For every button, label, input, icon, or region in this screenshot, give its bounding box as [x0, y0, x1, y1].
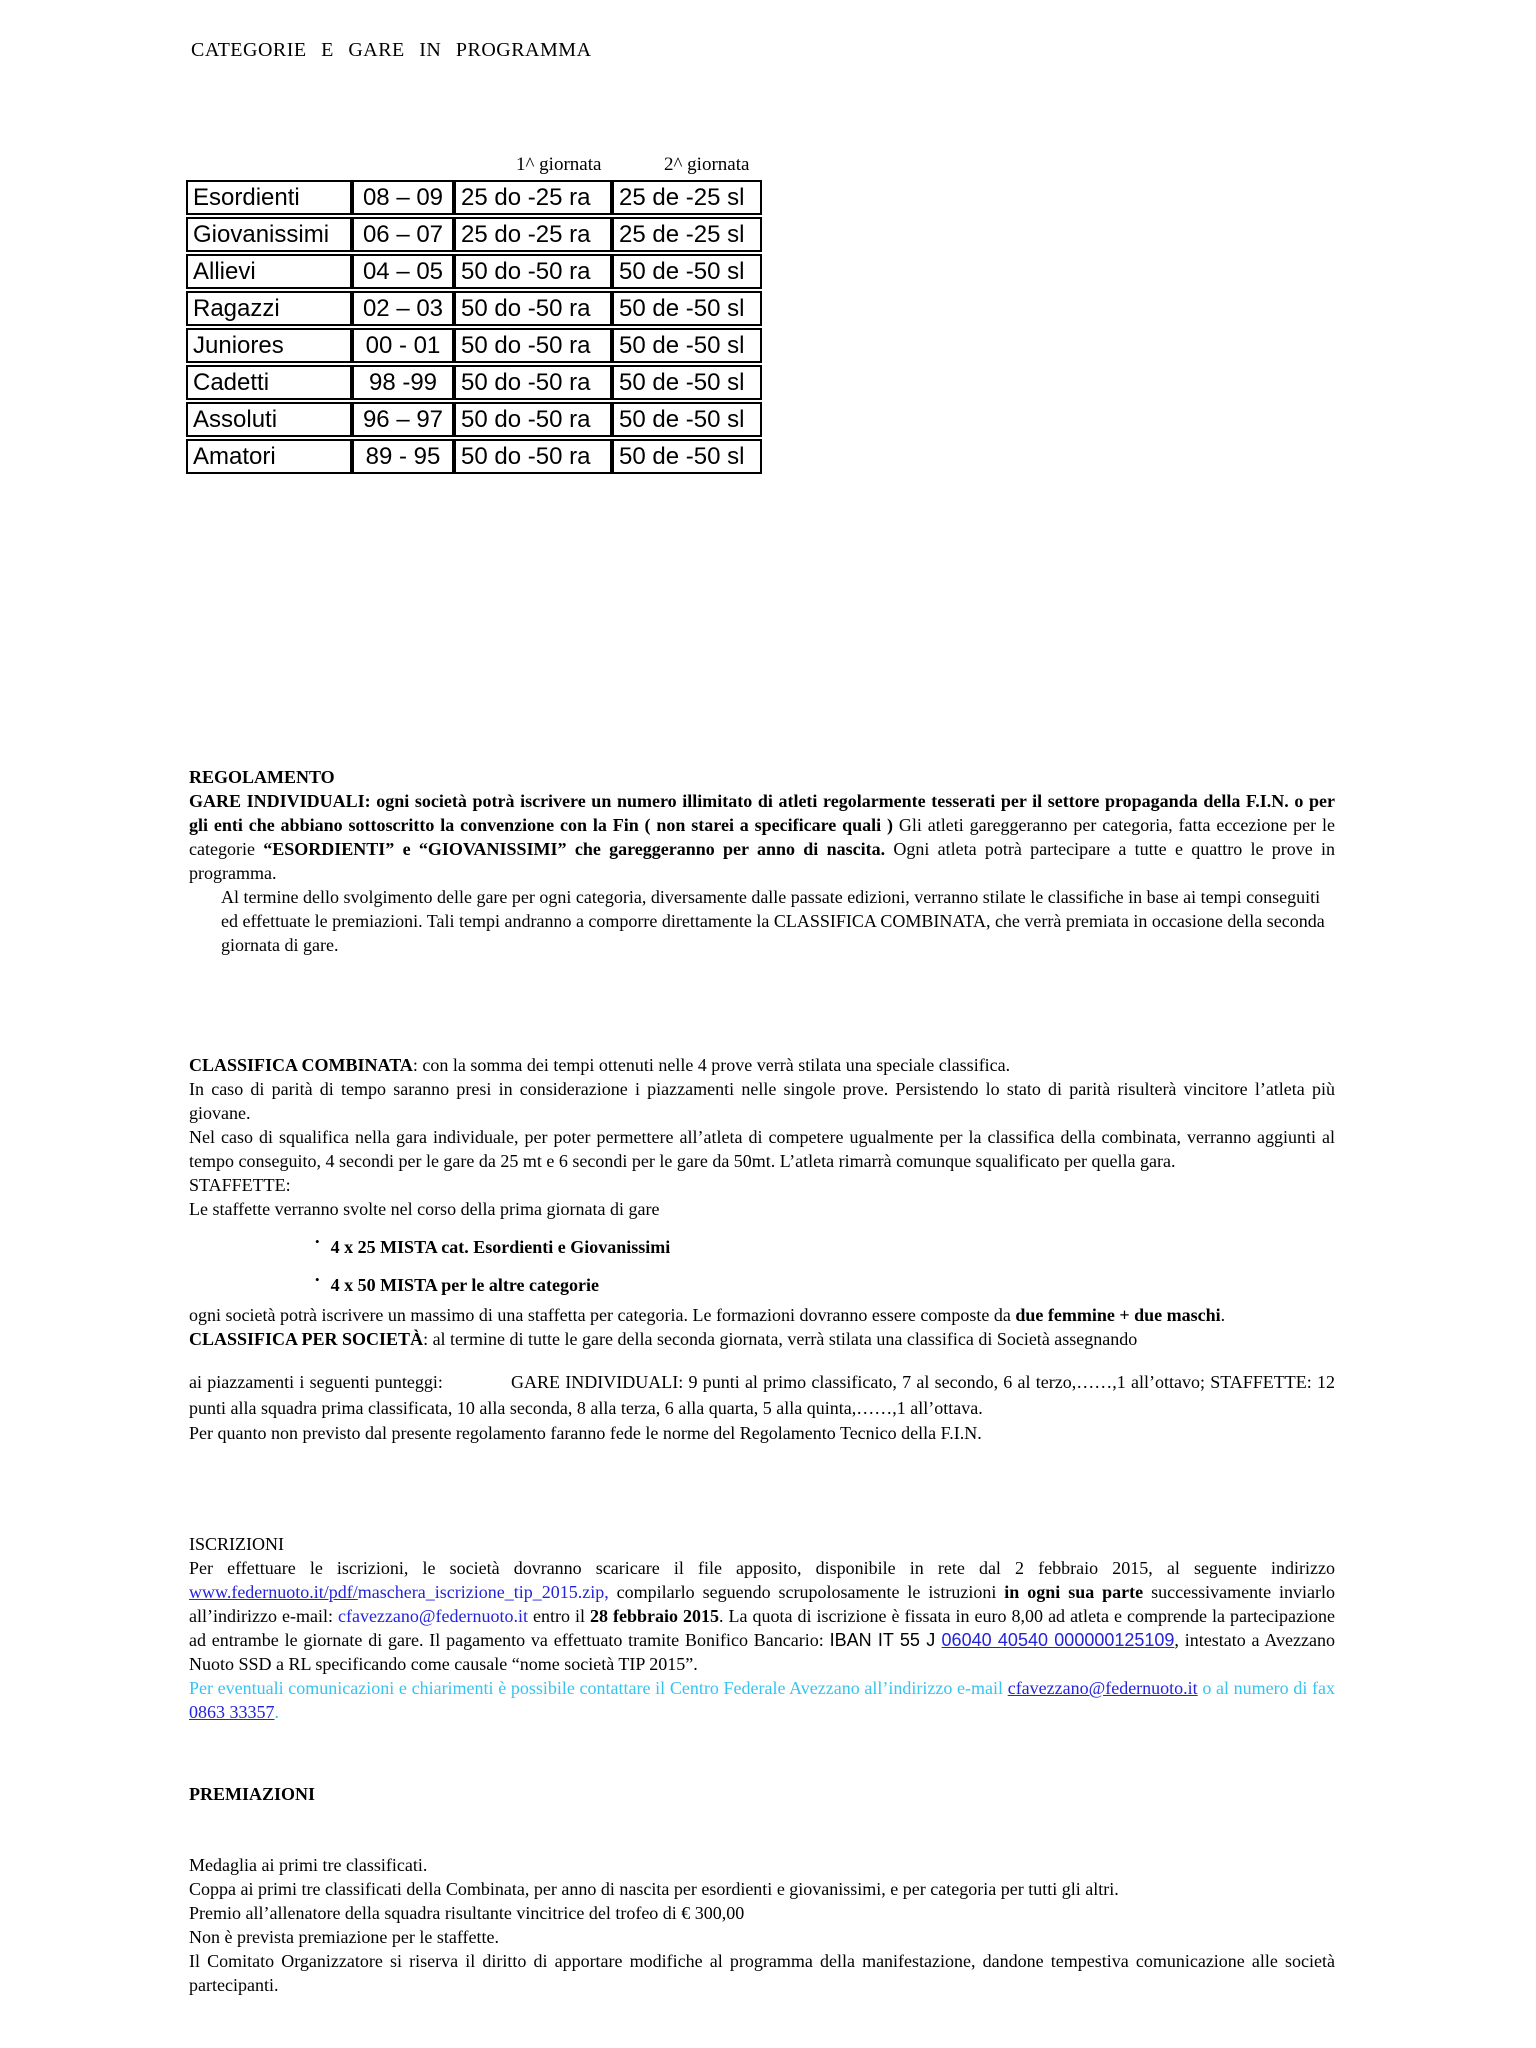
years-cell: 06 – 07 [352, 217, 454, 252]
text-run: o al numero di fax [1197, 1678, 1335, 1698]
text-run: CLASSIFICA PER SOCIETÀ [189, 1329, 424, 1349]
categories-table-section [186, 154, 762, 476]
per-quanto-paragraph: Per quanto non previsto dal presente regolamento faranno fede le norme del Regolamento Tecnico della F.I.N. [189, 1423, 982, 1443]
text-run: Per eventuali comunicazioni e chiarimenti è possibile contattare il Centro Federale Avezzano all’indirizzo e-mail [189, 1678, 1008, 1698]
day2-races-cell: 25 de -25 sl [612, 180, 762, 215]
years-cell: 89 - 95 [352, 439, 454, 474]
staffetta-bullet-2 [189, 1268, 1335, 1297]
text-run: . La quota di iscrizione è fissata in euro 8,00 ad atleta e comprende la partecipazione ad entrambe le giornate di gare. Il pagamento va effettuato tramite Bonifico Bancario: [189, 1606, 1335, 1650]
categories-table [186, 178, 762, 476]
text-run: . [274, 1702, 279, 1722]
staffetta-bullet-1 [189, 1230, 1335, 1259]
premiazioni-heading: PREMIAZIONI [189, 1784, 316, 1804]
years-cell: 02 – 03 [352, 291, 454, 326]
table-row [186, 254, 762, 289]
iscrizione-zip-link[interactable]: maschera_iscrizione_tip_2015.zip, [357, 1582, 609, 1602]
text-run [443, 1372, 511, 1392]
table-row [186, 217, 762, 252]
day1-races-cell: 25 do -25 ra [454, 180, 612, 215]
day2-races-cell: 50 de -50 sl [612, 328, 762, 363]
table-row [186, 365, 762, 400]
premiazioni-line: Non è prevista premiazione per le staffette. [189, 1927, 500, 1947]
text-run: Ogni atleta potrà partecipare a tutte e quattro le prove in programma. [189, 839, 1336, 883]
text-run: compilarlo seguendo scrupolosamente le istruzioni [608, 1582, 1005, 1602]
category-cell: Esordienti [186, 180, 352, 215]
day1-header: 1^ giornata [516, 154, 602, 175]
text-run: GARE INDIVIDUALI: 9 punti al primo classificato, 7 al secondo, 6 al terzo,……,1 all’ottavo; STAFFETTE: 12 punti alla squadra prima classificata, 10 alla seconda, 8 alla terza, 6 alla quarta, 5 alla quinta,……,1 all’ottava. [189, 1372, 1336, 1418]
regolamento-heading: REGOLAMENTO [189, 767, 335, 787]
iscrizioni-section [189, 1532, 1335, 1724]
years-cell: 08 – 09 [352, 180, 454, 215]
text-run: due femmine + due maschi [1015, 1305, 1221, 1325]
category-cell: Allievi [186, 254, 352, 289]
premiazioni-line: Medaglia ai primi tre classificati. [189, 1855, 428, 1875]
day2-header: 2^ giornata [664, 154, 750, 175]
text-run: Al termine dello svolgimento delle gare per ogni categoria, diversamente dalle passate edizioni, verranno stilate le classifiche in base ai tempi conseguiti ed effettuate le premiazioni. Tali tempi andranno a comporre direttamente la CLASSIFICA COMBINATA, che verrà premiata in occasione della seconda giornata di gare. [221, 887, 1325, 955]
category-cell: Ragazzi [186, 291, 352, 326]
day2-races-cell: 50 de -50 sl [612, 365, 762, 400]
comitato-paragraph [189, 1949, 1335, 1997]
table-row [186, 439, 762, 474]
day2-races-cell: 50 de -50 sl [612, 402, 762, 437]
day1-races-cell: 50 do -50 ra [454, 328, 612, 363]
bullet-icon: • [315, 1272, 320, 1287]
day1-races-cell: 50 do -50 ra [454, 365, 612, 400]
classifica-combinata-paragraph [189, 1053, 1335, 1125]
iban-link[interactable]: 06040 40540 000000125109 [941, 1630, 1175, 1650]
text-run: GARE INDIVIDUALI [189, 791, 365, 811]
text-run: IBAN IT 55 J [829, 1630, 942, 1650]
day1-races-cell: 50 do -50 ra [454, 402, 612, 437]
years-cell: 96 – 97 [352, 402, 454, 437]
staffette-intro: Le staffette verranno svolte nel corso della prima giornata di gare [189, 1199, 660, 1219]
text-run: Il Comitato Organizzatore si riserva il diritto di apportare modifiche al programma della manifestazione, dandone tempestiva comunicazione alle società partecipanti. [189, 1951, 1335, 1995]
page-title: CATEGORIE E GARE IN PROGRAMMA [191, 39, 592, 61]
iscrizioni-paragraph [189, 1556, 1335, 1676]
category-cell: Juniores [186, 328, 352, 363]
text-run: : [364, 791, 377, 811]
day1-races-cell: 25 do -25 ra [454, 217, 612, 252]
bullet-icon: • [315, 1234, 320, 1249]
federnuoto-pdf-link[interactable]: www.federnuoto.it/pdf/ [189, 1582, 358, 1602]
text-run: Per effettuare le iscrizioni, le società dovranno scaricare il file apposito, disponibile in rete dal 2 febbraio 2015, al seguente indirizzo [189, 1558, 1335, 1578]
text-run: in ogni sua parte [1004, 1582, 1144, 1602]
day1-races-cell: 50 do -50 ra [454, 254, 612, 289]
text-run: In caso di parità di tempo saranno presi in considerazione i piazzamenti nelle singole prove. Persistendo lo stato di parità risulterà vincitore l’atleta più giovane. [189, 1079, 1335, 1123]
punteggi-paragraph [189, 1369, 1335, 1421]
years-cell: 98 -99 [352, 365, 454, 400]
text-run: ogni società potrà iscrivere un massimo di una staffetta per categoria. Le formazioni dovranno essere composte da [189, 1305, 1016, 1325]
al-termine-paragraph [189, 885, 1335, 957]
day2-races-cell: 50 de -50 sl [612, 254, 762, 289]
premiazioni-line: Coppa ai primi tre classificati della Combinata, per anno di nascita per esordienti e giovanissimi, e per categoria per tutti gli altri. [189, 1879, 1119, 1899]
regolamento-section [189, 765, 1335, 957]
ogni-societa-paragraph [189, 1303, 1335, 1327]
text-run: : al termine di tutte le gare della seconda giornata, verrà stilata una classifica di Società assegnando [423, 1329, 1138, 1349]
squalifica-paragraph [189, 1125, 1335, 1173]
years-cell: 04 – 05 [352, 254, 454, 289]
text-run: ai piazzamenti i seguenti punteggi: [189, 1372, 443, 1392]
table-row [186, 291, 762, 326]
category-cell: Amatori [186, 439, 352, 474]
staffetta-bullet-1-label: 4 x 25 MISTA cat. Esordienti e Giovanissimi [330, 1237, 671, 1257]
iscrizioni-heading: ISCRIZIONI [189, 1534, 284, 1554]
text-run: . [1220, 1305, 1226, 1325]
text-run: : con la somma dei tempi ottenuti nelle 4 prove verrà stilata una speciale classifica. [412, 1055, 1011, 1075]
text-run: ogni società potrà iscrivere un numero illimitato di atleti regolarmente tesserati per il settore propaganda della F.I.N. o per gli enti che abbiano sottoscritto la convenzione con la Fin ( non starei a specificare quali ) [189, 791, 1335, 835]
classifica-section [189, 1053, 1335, 1445]
text-run: Nel caso di squalifica nella gara individuale, per poter permettere all’atleta di competere ugualmente per la classifica della combinata, verranno aggiunti al tempo conseguito, 4 secondi per le gare da 25 mt e 6 secondi per le gare da 50mt. L’atleta rimarrà comunque squalificato per quella gara. [189, 1127, 1335, 1171]
text-run: , intestato a Avezzano Nuoto SSD a RL specificando come causale “nome società TIP 2015”. [189, 1630, 1335, 1674]
text-run: Gli atleti gareggeranno per categoria, fatta eccezione per le categorie [189, 815, 1336, 859]
text-run: entro il [527, 1606, 590, 1626]
category-cell: Assoluti [186, 402, 352, 437]
contact-paragraph [189, 1676, 1335, 1724]
staffette-label: STAFFETTE: [189, 1175, 291, 1195]
table-row [186, 328, 762, 363]
premiazioni-section [189, 1853, 1335, 1997]
category-cell: Giovanissimi [186, 217, 352, 252]
category-cell: Cadetti [186, 365, 352, 400]
text-run: 28 febbraio 2015 [589, 1606, 720, 1626]
fax-number-link[interactable]: 0863 33357 [189, 1702, 275, 1722]
text-run: successivamente inviarlo all’indirizzo e-mail: [189, 1582, 1335, 1626]
years-cell: 00 - 01 [352, 328, 454, 363]
day2-races-cell: 50 de -50 sl [612, 291, 762, 326]
contact-email-link[interactable]: cfavezzano@federnuoto.it [1007, 1678, 1198, 1698]
text-run: CLASSIFICA COMBINATA [189, 1055, 413, 1075]
text-run: “ESORDIENTI” e “GIOVANISSIMI” che gareggeranno per anno di nascita. [263, 839, 886, 859]
staffetta-bullet-2-label: 4 x 50 MISTA per le altre categorie [330, 1275, 599, 1295]
table-row [186, 180, 762, 215]
day1-races-cell: 50 do -50 ra [454, 291, 612, 326]
gare-individuali-paragraph [189, 789, 1335, 885]
classifica-societa-paragraph [189, 1327, 1335, 1351]
premiazioni-line: Premio all’allenatore della squadra risultante vincitrice del trofeo di € 300,00 [189, 1903, 745, 1923]
day2-races-cell: 25 de -25 sl [612, 217, 762, 252]
iscrizioni-email-link[interactable]: cfavezzano@federnuoto.it [337, 1606, 528, 1626]
day2-races-cell: 50 de -50 sl [612, 439, 762, 474]
table-row [186, 402, 762, 437]
day1-races-cell: 50 do -50 ra [454, 439, 612, 474]
